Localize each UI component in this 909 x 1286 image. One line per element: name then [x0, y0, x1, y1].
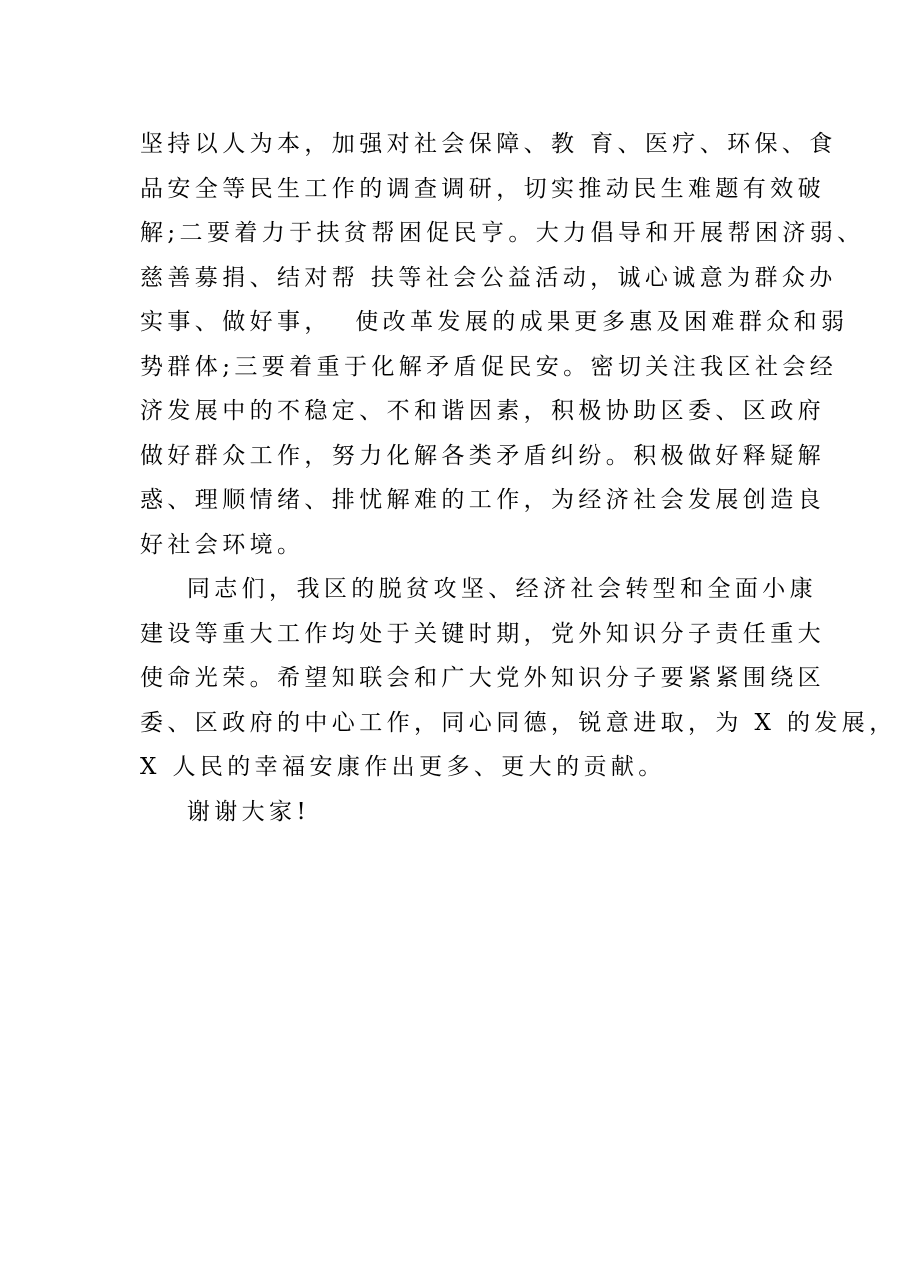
text-line: 势群体;三要着重于化解矛盾促民安。密切关注我区社会经	[140, 353, 838, 380]
text-line: 济发展中的不稳定、不和谐因素，积极协助区委、区政府	[140, 398, 825, 424]
text-line: 品安全等民生工作的调查调研，切实推动民生难题有效破	[140, 175, 825, 202]
text-line: 好社会环境。	[140, 531, 305, 558]
text-line: 建设等重大工作均处于关键时期，党外知识分子责任重大	[140, 620, 825, 647]
text-line: 慈善募捐、结对帮 扶等社会公益活动，诚心诚意为群众办	[140, 264, 837, 291]
text-line: 使命光荣。希望知联会和广大党外知识分子要紧紧围绕区	[140, 665, 825, 691]
text-line: 惑、理顺情绪、排忧解难的工作，为经济社会发展创造良	[140, 487, 825, 513]
text-line: X 人民的幸福安康作出更多、更大的贡献。	[140, 754, 666, 780]
text-line: 坚持以人为本，加强对社会保障、教 育、医疗、环保、食	[140, 131, 837, 157]
text-line: 做好群众工作，努力化解各类矛盾纠纷。积极做好释疑解	[140, 442, 825, 469]
text-line: 同志们，我区的脱贫攻坚、经济社会转型和全面小康	[140, 576, 818, 602]
body-text	[140, 122, 897, 834]
text-line: 谢谢大家!	[140, 798, 311, 825]
text-line: 委、区政府的中心工作，同心同德，锐意进取，为 X 的发展，	[140, 709, 897, 736]
text-line: 解;二要着力于扶贫帮困促民亨。大力倡导和开展帮困济弱、	[140, 220, 865, 246]
text-line: 实事、做好事， 使改革发展的成果更多惠及困难群众和弱	[140, 309, 849, 335]
